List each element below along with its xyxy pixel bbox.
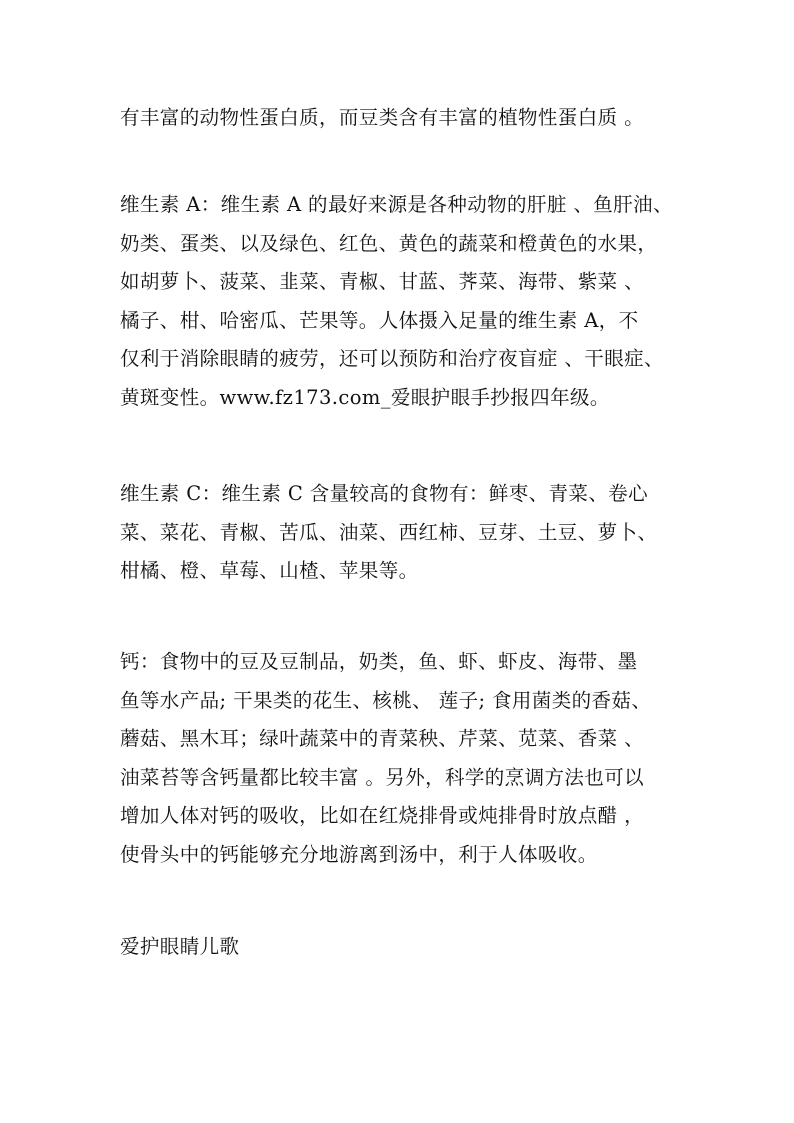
text-line: 菜、菜花、青椒、苦瓜、油菜、西红柿、豆芽、土豆、萝卜、 bbox=[120, 520, 658, 544]
text-line: 油菜苔等含钙量都比较丰富 。另外，科学的烹调方法也可以 bbox=[120, 765, 644, 789]
paragraph-protein bbox=[120, 99, 680, 138]
text-line: 如胡萝卜、菠菜、韭菜、青椒、甘蓝、荠菜、海带、紫菜 、 bbox=[120, 270, 644, 293]
text-line: 有丰富的动物性蛋白质，而豆类含有丰富的植物性蛋白质 。 bbox=[120, 106, 644, 129]
paragraph-vitamin-a bbox=[120, 186, 680, 417]
paragraph-calcium bbox=[120, 643, 680, 874]
text-line: 柑橘、橙、草莓、山楂、苹果等。 bbox=[120, 559, 419, 582]
text-line: 鱼等水产品; 干果类的花生、核桃、 莲子; 食用菌类的香菇、 bbox=[120, 688, 652, 712]
text-line: 使骨头中的钙能够充分地游离到汤中，利于人体吸收。 bbox=[120, 842, 598, 866]
text-line: 增加人体对钙的吸收，比如在红烧排骨或炖排骨时放点醋 ， bbox=[120, 804, 644, 827]
text-line: 蘑菇、黑木耳；绿叶蔬菜中的青菜秧、芹菜、苋菜、香菜 、 bbox=[120, 727, 644, 750]
text-line: 奶类、蛋类、以及绿色、红色、黄色的蔬菜和橙黄色的水果， bbox=[120, 231, 658, 255]
text-line: 钙：食物中的豆及豆制品，奶类，鱼、虾、虾皮、海带、墨 bbox=[120, 650, 638, 673]
text-line: 维生素 A：维生素 A 的最好来源是各种动物的肝脏 、鱼肝油、 bbox=[120, 193, 673, 216]
text-line: 仅利于消除眼睛的疲劳，还可以预防和治疗夜盲症 、干眼症、 bbox=[120, 347, 664, 370]
text-line: 维生素 C：维生素 C 含量较高的食物有：鲜枣、青菜、卷心 bbox=[120, 482, 649, 505]
paragraph-vitamin-c bbox=[120, 475, 680, 591]
section-heading-eye-care-song bbox=[120, 928, 680, 967]
text-line: 橘子、柑、哈密瓜、芒果等。人体摄入足量的维生素 A，不 bbox=[120, 308, 639, 332]
text-line: 黄斑变性。www.fz173.com_爱眼护眼手抄报四年级。 bbox=[120, 385, 610, 409]
text-line: 爱护眼睛儿歌 bbox=[120, 935, 240, 958]
